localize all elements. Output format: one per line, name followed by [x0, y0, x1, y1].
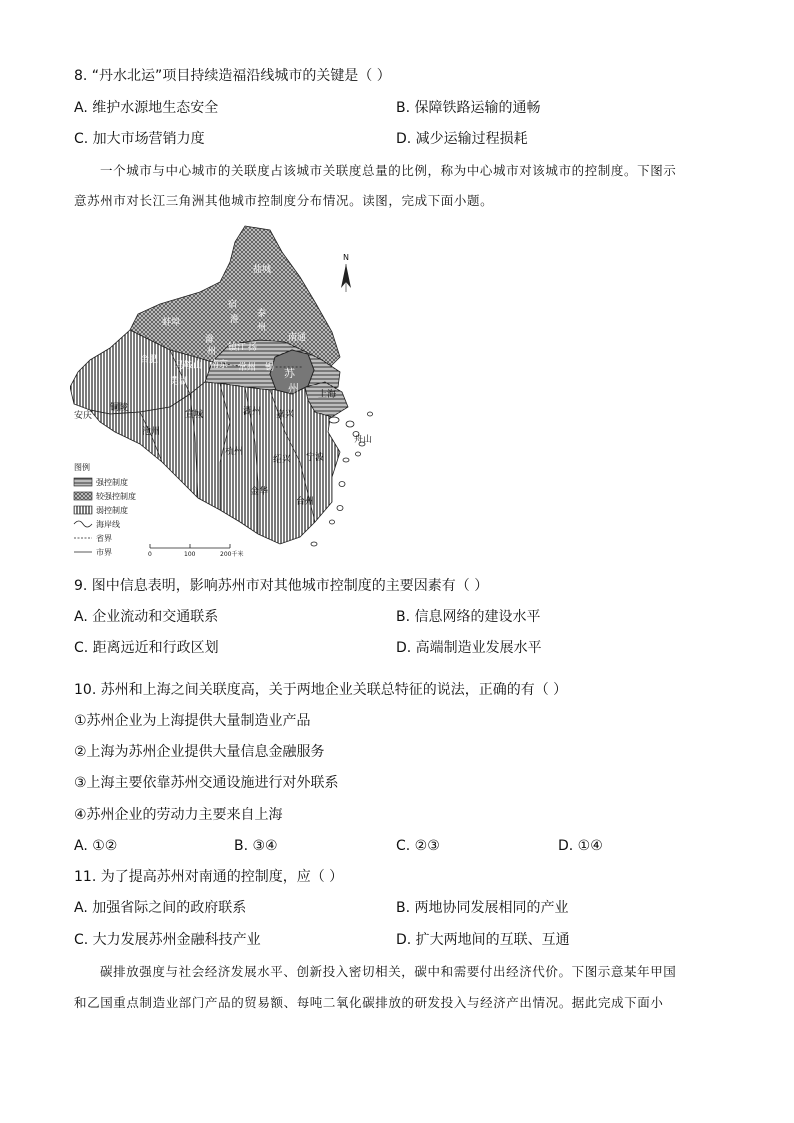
q10-statement-4: ④苏州企业的劳动力主要来自上海 — [74, 807, 283, 823]
legend-coast: 海岸线 — [96, 520, 120, 529]
q11-option-b[interactable]: B. 两地协同发展相同的产业 — [396, 900, 569, 916]
label-wuhu: 芜湖 — [170, 377, 189, 387]
scale-200: 200千米 — [220, 551, 244, 558]
q11-option-c[interactable]: C. 大力发展苏州金融科技产业 — [74, 932, 261, 948]
q10-statement-1: ①苏州企业为上海提供大量制造业产品 — [74, 713, 311, 729]
label-wuxi: 锡 — [265, 363, 275, 373]
passage1-line2: 意苏州市对长江三角洲其他城市控制度分布情况。读图，完成下面小题。 — [74, 193, 494, 208]
label-chuzhou: 滁 — [205, 335, 215, 345]
q9-option-c[interactable]: C. 距离远近和行政区划 — [74, 640, 219, 656]
scale-bar — [148, 544, 243, 558]
label-shanghai: 上海 — [318, 390, 337, 400]
q8-option-d[interactable]: D. 减少运输过程损耗 — [396, 131, 528, 147]
q10-option-d[interactable]: D. ①④ — [558, 838, 603, 854]
label-nantong: 南通 — [288, 333, 307, 343]
label-huaian: 淮 — [230, 315, 240, 325]
label-zhoushan: 舟山 — [354, 435, 373, 445]
q10-option-b[interactable]: B. ③④ — [234, 838, 278, 854]
label-suzhou1: 苏 — [284, 367, 295, 380]
label-jinhua: 金华 — [250, 487, 269, 497]
label-suzhou2: 州 — [288, 382, 299, 395]
label-hefei: 合肥 — [140, 355, 159, 365]
legend-title: 图例 — [74, 463, 90, 472]
label-jiaxing: 嘉兴 — [276, 410, 295, 420]
q8-option-b[interactable]: B. 保障铁路运输的通畅 — [396, 100, 541, 116]
q10-statement-2: ②上海为苏州企业提供大量信息金融服务 — [74, 744, 325, 760]
legend-medium: 较强控制度 — [96, 492, 136, 501]
q10-statement-3: ③上海主要依靠苏州交通设施进行对外联系 — [74, 775, 339, 791]
label-anqing: 安庆 — [74, 411, 93, 421]
label-shaoxing: 绍兴 — [273, 455, 292, 465]
legend-strong: 强控制度 — [96, 478, 128, 487]
label-zhenjiang: 镇江 — [228, 343, 247, 353]
q10-stem: 10. 苏州和上海之间关联度高，关于两地企业关联总特征的说法，正确的有（ ） — [74, 682, 568, 698]
label-hangzhou: 杭州 — [225, 447, 244, 457]
passage2-line2: 和乙国重点制造业部门产品的贸易额、每吨二氧化碳排放的研发投入与经济产出情况。据此完成下面小 — [74, 995, 664, 1010]
q10-option-c[interactable]: C. ②③ — [396, 838, 440, 854]
legend-province: 省界 — [96, 534, 112, 543]
label-nanjing: 南京 — [210, 360, 229, 370]
north-label: N — [343, 253, 349, 262]
q11-option-a[interactable]: A. 加强省际之间的政府联系 — [74, 900, 247, 916]
passage1-line1: 一个城市与中心城市的关联度占该城市关联度总量的比例，称为中心城市对该城市的控制度。下图示 — [100, 163, 677, 178]
control-degree-map — [70, 222, 390, 562]
label-chizhou: 池州 — [142, 427, 161, 437]
q9-stem: 9. 图中信息表明，影响苏州市对其他城市控制度的主要因素有（ ） — [74, 578, 489, 594]
label-zhou2: 州 — [207, 347, 217, 357]
north-arrow-icon — [341, 253, 351, 292]
label-tongling: 铜陵 — [110, 403, 129, 413]
scale-100: 100 — [184, 551, 196, 558]
scale-0: 0 — [148, 551, 152, 558]
label-taizhou-zj: 台州 — [296, 497, 315, 507]
passage2-line1: 碳排放强度与社会经济发展水平、创新投入密切相关，碳中和需要付出经济代价。下图示意某年甲国 — [100, 964, 677, 979]
q8-option-a[interactable]: A. 维护水源地生态安全 — [74, 100, 219, 116]
label-yancheng: 盐城 — [253, 265, 272, 275]
label-maanshan: 马鞍山 — [175, 361, 203, 371]
legend-city: 市界 — [96, 548, 112, 557]
label-huzhou: 湖州 — [243, 407, 262, 417]
q11-option-d[interactable]: D. 扩大两地间的互联、互通 — [396, 932, 570, 948]
label-bengbu: 蚌埠 — [162, 318, 181, 328]
legend-weak: 弱控制度 — [96, 506, 128, 515]
map-legend — [74, 462, 136, 557]
label-xuancheng: 宣城 — [185, 410, 204, 420]
label-yangzhou: 扬 — [248, 343, 258, 353]
q9-option-b[interactable]: B. 信息网络的建设水平 — [396, 609, 541, 625]
label-ningbo: 宁波 — [306, 453, 325, 463]
q9-option-a[interactable]: A. 企业流动和交通联系 — [74, 609, 219, 625]
label-suqian: 宿 — [228, 300, 238, 310]
label-zhou: 州 — [257, 323, 267, 333]
q10-option-a[interactable]: A. ①② — [74, 838, 118, 854]
q9-option-d[interactable]: D. 高端制造业发展水平 — [396, 640, 542, 656]
label-changzhou: 常州 — [238, 363, 257, 373]
label-taizhou-js: 泰 — [257, 309, 267, 319]
q11-stem: 11. 为了提高苏州对南通的控制度，应（ ） — [74, 869, 344, 885]
q8-option-c[interactable]: C. 加大市场营销力度 — [74, 131, 205, 147]
q8-stem: 8. “丹水北运”项目持续造福沿线城市的关键是（ ） — [74, 68, 391, 84]
